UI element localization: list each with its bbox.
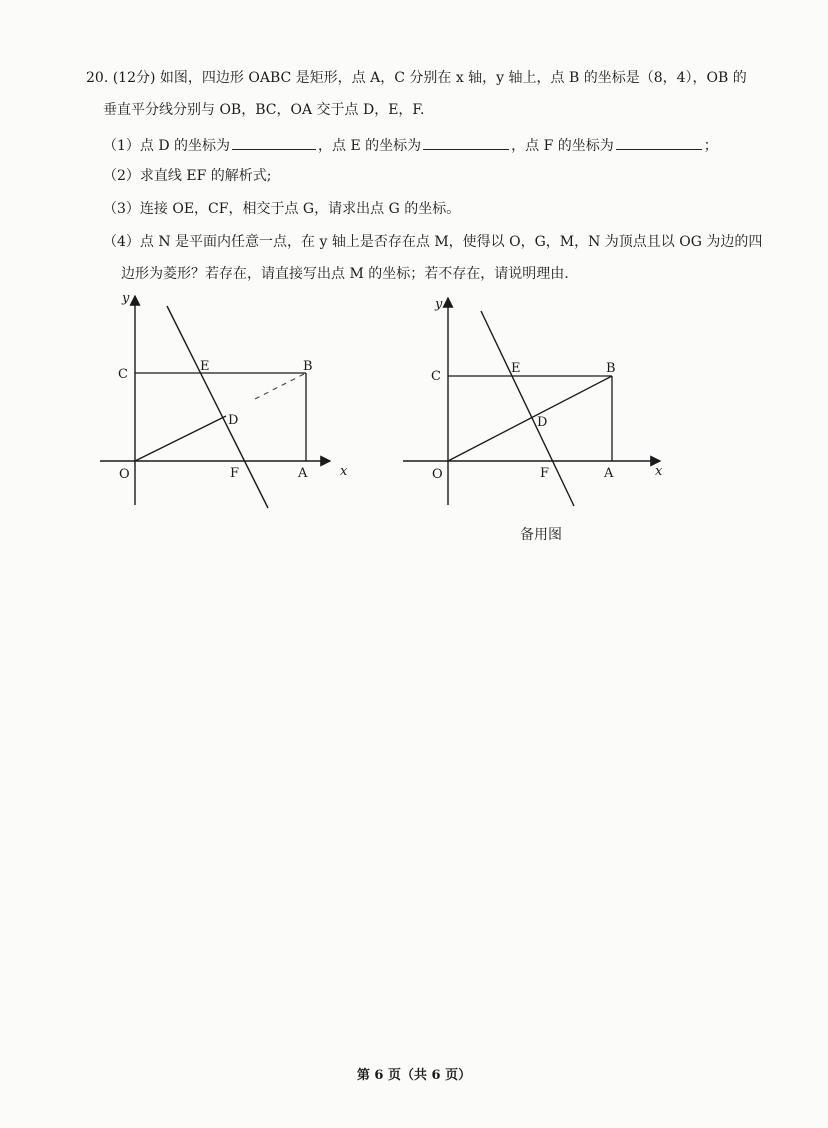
fig1-label-y: y [122, 291, 130, 306]
fig1-label-o: O [119, 467, 130, 482]
fig1-label-f: F [230, 466, 240, 481]
fig1-label-a: A [298, 466, 308, 481]
fig2-label-a: A [604, 466, 614, 481]
fig2-diagonal-ob [448, 376, 612, 461]
fig2-label-b: B [606, 361, 616, 376]
fig2-bisector-line [481, 311, 574, 506]
fig1-label-e: E [200, 359, 210, 374]
page-footer: 第 6 页（共 6 页） [356, 1068, 472, 1083]
fig2-label-c: C [431, 369, 441, 384]
fig2-label-x: x [655, 464, 663, 479]
question-stem-line2: 垂直平分线分别与 OB，BC，OA 交于点 D，E，F. [103, 102, 425, 118]
fig2-label-y: y [435, 297, 443, 312]
fig1-label-b: B [303, 359, 313, 374]
part1-mid2: ，点 F 的坐标为 [511, 138, 614, 154]
question-part3: （3）连接 OE，CF，相交于点 G，请求出点 G 的坐标。 [103, 201, 461, 217]
fig2-label-o: O [432, 467, 443, 482]
part1-suffix: ； [703, 138, 718, 154]
question-part2: （2）求直线 EF 的解析式; [103, 168, 272, 184]
part1-mid1: ，点 E 的坐标为 [318, 138, 422, 154]
fig2-label-e: E [511, 361, 521, 376]
fig2-label-f: F [540, 466, 550, 481]
question-part4-line1: （4）点 N 是平面内任意一点，在 y 轴上是否存在点 M，使得以 O，G，M，N 为顶点且以 OG 为边的四 [103, 234, 763, 250]
fig1-label-c: C [118, 367, 128, 382]
question-part4-line2: 边形为菱形？若存在，请直接写出点 M 的坐标；若不存在，请说明理由. [121, 266, 569, 282]
fig2-label-d: D [537, 415, 548, 430]
part1-prefix: （1）点 D 的坐标为 [103, 138, 231, 154]
question-stem-line1: 20. (12分) 如图，四边形 OABC 是矩形，点 A，C 分别在 x 轴，y 轴上，点 B 的坐标是（8，4），OB 的 [86, 70, 747, 86]
figure-2-caption: 备用图 [520, 527, 562, 543]
fig1-label-d: D [228, 413, 239, 428]
fig1-label-x: x [340, 464, 348, 479]
